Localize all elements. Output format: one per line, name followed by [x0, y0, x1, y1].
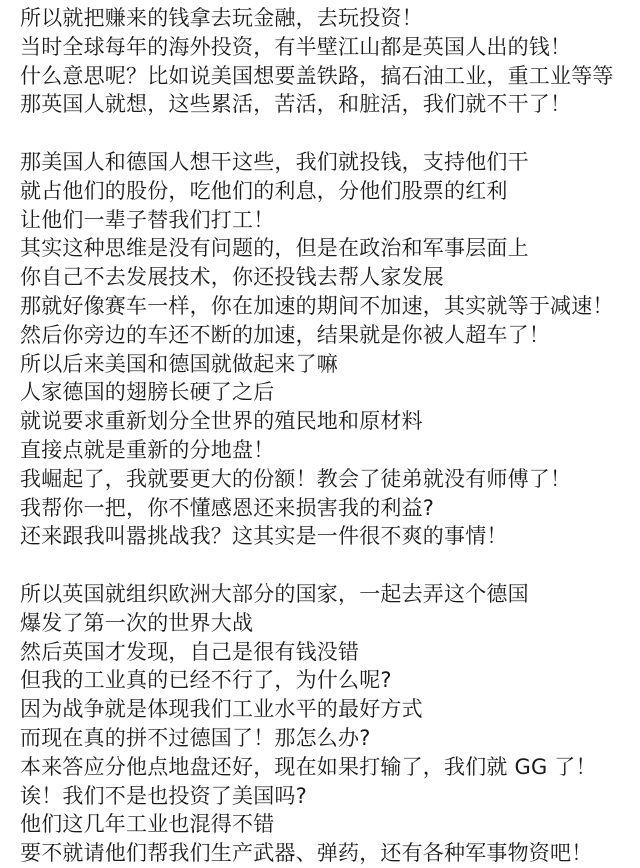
paragraph-gap	[20, 119, 632, 148]
text-line: 那美国人和德国人想干这些，我们就投钱，支持他们干	[20, 149, 529, 174]
text-line: 他们这几年工业也混得不错	[20, 812, 275, 837]
text-line: 要不就请他们帮我们生产武器、弹药，还有各种军事物资吧！	[20, 841, 593, 866]
text-line: 就占他们的股份，吃他们的利息，分他们股票的红利	[20, 178, 508, 203]
text-line: 人家德国的翅膀长硬了之后	[20, 380, 275, 405]
text-line: 所以后来美国和德国就做起来了嘛	[20, 351, 338, 376]
text-line: 本来答应分他点地盘还好，现在如果打输了，我们就 GG 了！	[20, 754, 597, 779]
text-line: 我崛起了，我就要更大的份额！教会了徒弟就没有师傅了！	[20, 466, 572, 491]
text-line: 爆发了第一次的世界大战	[20, 610, 254, 635]
text-line: 我帮你一把，你不懂感恩还来损害我的利益?	[20, 495, 435, 520]
paragraph-gap	[20, 551, 632, 580]
text-line: 然后英国才发现，自己是很有钱没错	[20, 639, 360, 664]
text-line: 什么意思呢？比如说美国想要盖铁路，搞石油工业，重工业等等	[20, 63, 614, 88]
text-line: 你自己不去发展技术，你还投钱去帮人家发展	[20, 265, 444, 290]
text-line: 其实这种思维是没有问题的，但是在政治和军事层面上	[20, 236, 529, 261]
text-line: 直接点就是重新的分地盘！	[20, 437, 275, 462]
text-line: 因为战争就是体现我们工业水平的最好方式	[20, 697, 423, 722]
text-line: 而现在真的拼不过德国了！那怎么办?	[20, 725, 371, 750]
text-line: 当时全球每年的海外投资，有半壁江山都是英国人出的钱！	[20, 34, 572, 59]
text-line: 所以就把赚来的钱拿去玩金融，去玩投资！	[20, 6, 423, 30]
text-line: 那就好像赛车一样，你在加速的期间不加速，其实就等于减速！	[20, 293, 614, 318]
paragraph-2	[20, 148, 632, 551]
text-line: 还来跟我叫嚣挑战我？这其实是一件很不爽的事情！	[20, 524, 508, 549]
text-line: 但我的工业真的已经不行了，为什么呢?	[20, 668, 392, 693]
paragraph-1	[20, 4, 632, 119]
text-line: 那英国人就想，这些累活，苦活，和脏活，我们就不干了！	[20, 92, 572, 117]
text-line: 所以英国就组织欧洲大部分的国家，一起去弄这个德国	[20, 581, 529, 606]
paragraph-3	[20, 580, 632, 868]
text-line: 诶！我们不是也投资了美国吗?	[20, 783, 307, 808]
text-line: 然后你旁边的车还不断的加速，结果就是你被人超车了！	[20, 322, 550, 347]
text-line: 就说要求重新划分全世界的殖民地和原材料	[20, 409, 423, 434]
text-line: 让他们一辈子替我们打工！	[20, 207, 275, 232]
text-body	[20, 4, 632, 868]
